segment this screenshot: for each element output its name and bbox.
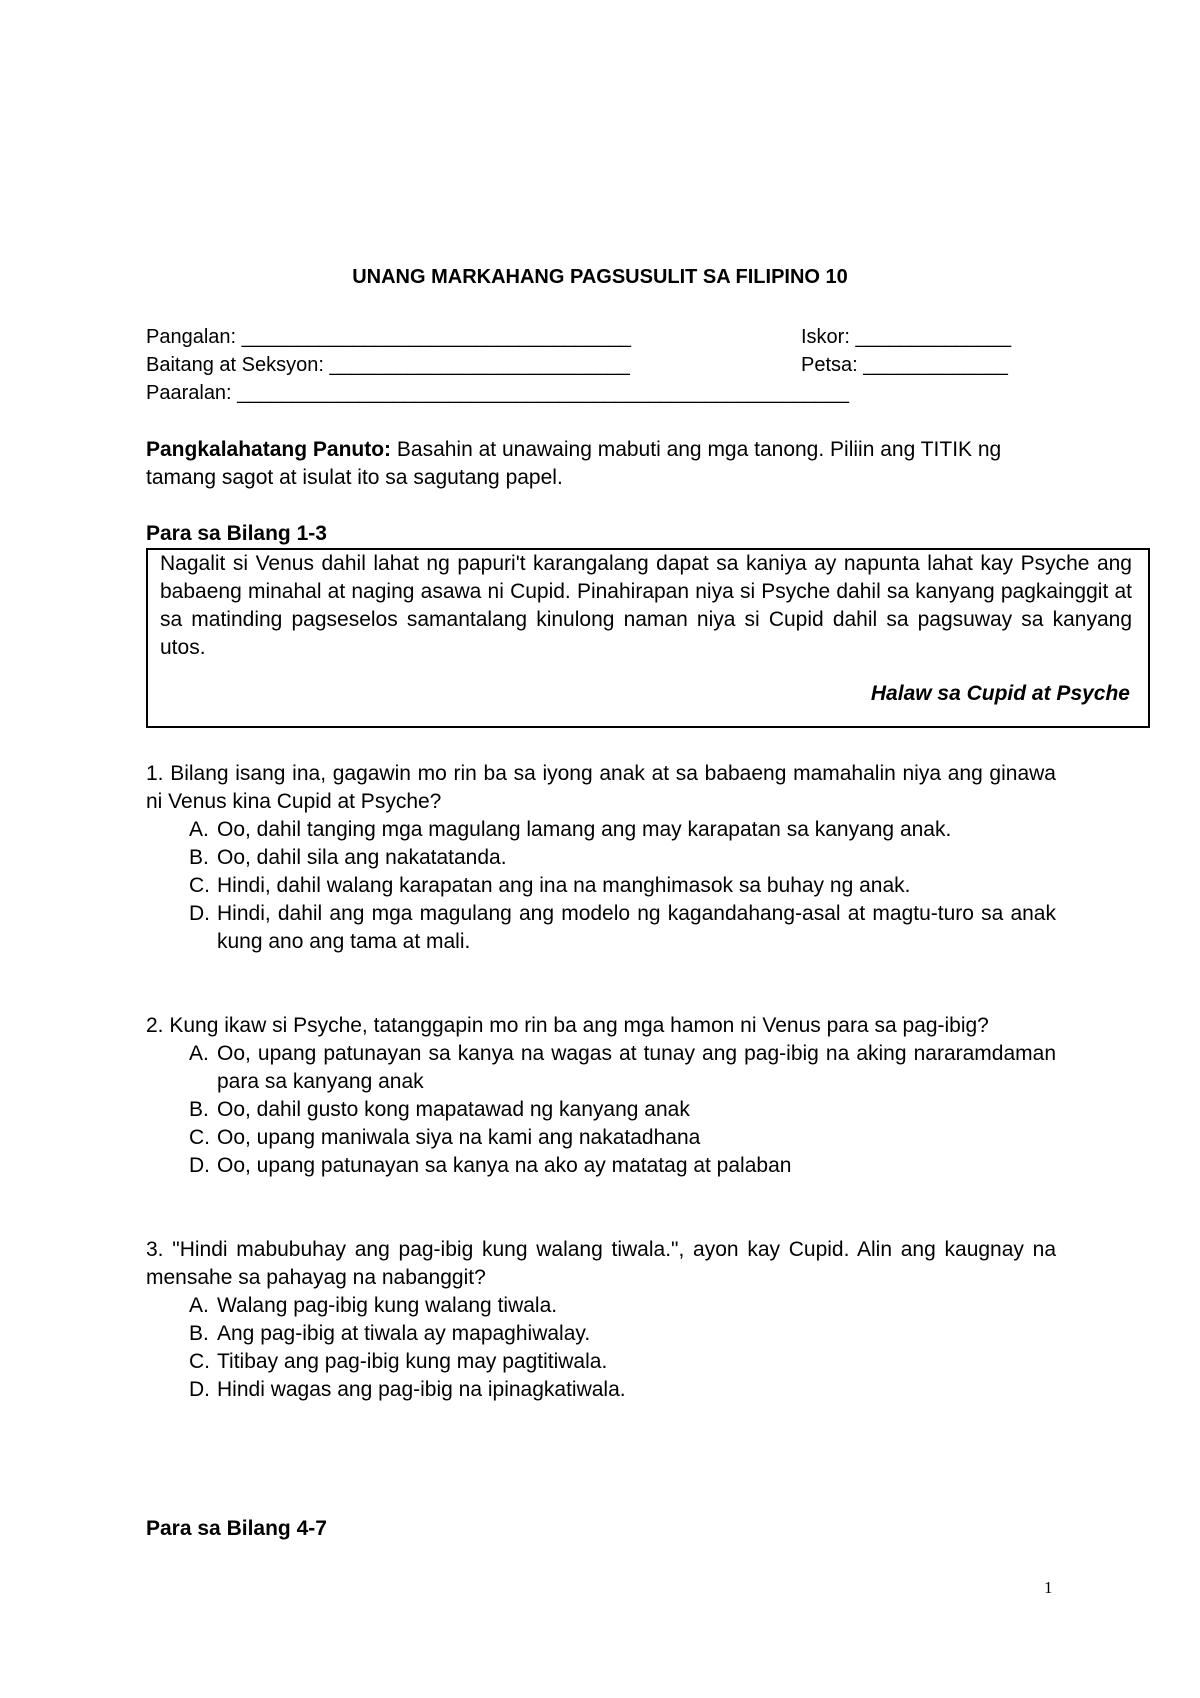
instructions-text: Basahin at unawaing mabuti ang mga tanong. Piliin ang TITIK ng tamang sagot at isulat ito sa sagutang papel. (146, 438, 1002, 489)
choice-text: Ang pag-ibig at tiwala ay mapaghiwalay. (217, 1322, 591, 1345)
choice-text: Oo, dahil gusto kong mapatawad ng kanyang anak (217, 1098, 690, 1121)
choice-letter: A. (189, 1294, 209, 1317)
page-title: UNANG MARKAHANG PAGSUSULIT SA FILIPINO 10 (352, 266, 848, 288)
petsa-field: Petsa: _____________ (801, 354, 1008, 376)
choice-list (146, 1292, 1056, 1404)
paaralan-field: Paaralan: _______________________________________________________ (146, 382, 849, 404)
instructions-label: Pangkalahatang Panuto: (146, 438, 392, 461)
section-heading-1-3: Para sa Bilang 1-3 (146, 522, 327, 545)
choice-d (146, 900, 1056, 956)
choice-list (146, 1040, 1056, 1180)
question-stem: 2. Kung ikaw si Psyche, tatanggapin mo rin ba ang mga hamon ni Venus para sa pag-ibig? (146, 1014, 989, 1037)
choice-c (146, 1124, 1056, 1152)
baitang-field: Baitang at Seksyon: ___________________________ (146, 354, 630, 376)
choice-letter: D. (189, 1154, 210, 1177)
iskor-field: Iskor: ______________ (801, 326, 1012, 348)
choice-d (146, 1376, 1056, 1404)
section-heading-4-7: Para sa Bilang 4-7 (146, 1517, 327, 1540)
choice-text: Oo, dahil tanging mga magulang lamang ang may karapatan sa kanyang anak. (217, 818, 952, 841)
choice-text: Hindi, dahil walang karapatan ang ina na manghimasok sa buhay ng anak. (217, 874, 911, 897)
choice-list (146, 816, 1056, 956)
choice-letter: B. (189, 1322, 209, 1345)
choice-a (146, 816, 1056, 844)
choice-letter: C. (189, 874, 210, 897)
passage-box (146, 548, 1150, 728)
choice-letter: D. (189, 902, 210, 925)
passage-text: Nagalit si Venus dahil lahat ng papuri't karangalang dapat sa kaniya ay napunta lahat kay Psyche ang babaeng minahal at naging asawa ni Cupid. Pinahirapan niya si Psyche dahil sa kanyang pagkainggit at sa matinding pagseselos samantalang kinulong naman niya si Cupid dahil sa pagsuway sa kanyang utos. (160, 552, 1132, 659)
choice-letter: D. (189, 1378, 210, 1401)
choice-letter: C. (189, 1350, 210, 1373)
choice-text: Oo, upang patunayan sa kanya na wagas at tunay ang pag-ibig na aking nararamdaman para sa kanyang anak (217, 1042, 1056, 1093)
choice-c (146, 872, 1056, 900)
choice-c (146, 1348, 1056, 1376)
general-instructions (146, 436, 1066, 492)
choice-text: Oo, upang maniwala siya na kami ang nakatadhana (217, 1126, 701, 1149)
choice-letter: C. (189, 1126, 210, 1149)
question-1 (146, 760, 1056, 956)
choice-a (146, 1292, 1056, 1320)
choice-text: Hindi, dahil ang mga magulang ang modelo ng kagandahang-asal at magtu-turo sa anak kung ano ang tama at mali. (217, 902, 1056, 953)
choice-d (146, 1152, 1056, 1180)
choice-letter: B. (189, 1098, 209, 1121)
choice-a (146, 1040, 1056, 1096)
choice-letter: B. (189, 846, 209, 869)
question-stem: 1. Bilang isang ina, gagawin mo rin ba sa iyong anak at sa babaeng mamahalin niya ang ginawa ni Venus kina Cupid at Psyche? (146, 762, 1056, 813)
choice-b (146, 844, 1056, 872)
choice-text: Hindi wagas ang pag-ibig na ipinagkatiwala. (217, 1378, 626, 1401)
choice-text: Walang pag-ibig kung walang tiwala. (217, 1294, 558, 1317)
question-stem: 3. "Hindi mabubuhay ang pag-ibig kung walang tiwala.", ayon kay Cupid. Alin ang kaugnay na mensahe sa pahayag na nabanggit? (146, 1238, 1056, 1289)
passage-source: Halaw sa Cupid at Psyche (870, 682, 1130, 705)
choice-letter: A. (189, 818, 209, 841)
pangalan-field: Pangalan: ___________________________________ (146, 326, 631, 348)
choice-b (146, 1320, 1056, 1348)
page-number: 1 (1044, 1578, 1053, 1597)
question-3 (146, 1236, 1056, 1404)
question-2 (146, 1012, 1056, 1180)
choice-b (146, 1096, 1056, 1124)
choice-text: Titibay ang pag-ibig kung may pagtitiwala. (217, 1350, 608, 1373)
choice-letter: A. (189, 1042, 209, 1065)
choice-text: Oo, upang patunayan sa kanya na ako ay matatag at palaban (217, 1154, 792, 1177)
choice-text: Oo, dahil sila ang nakatatanda. (217, 846, 507, 869)
